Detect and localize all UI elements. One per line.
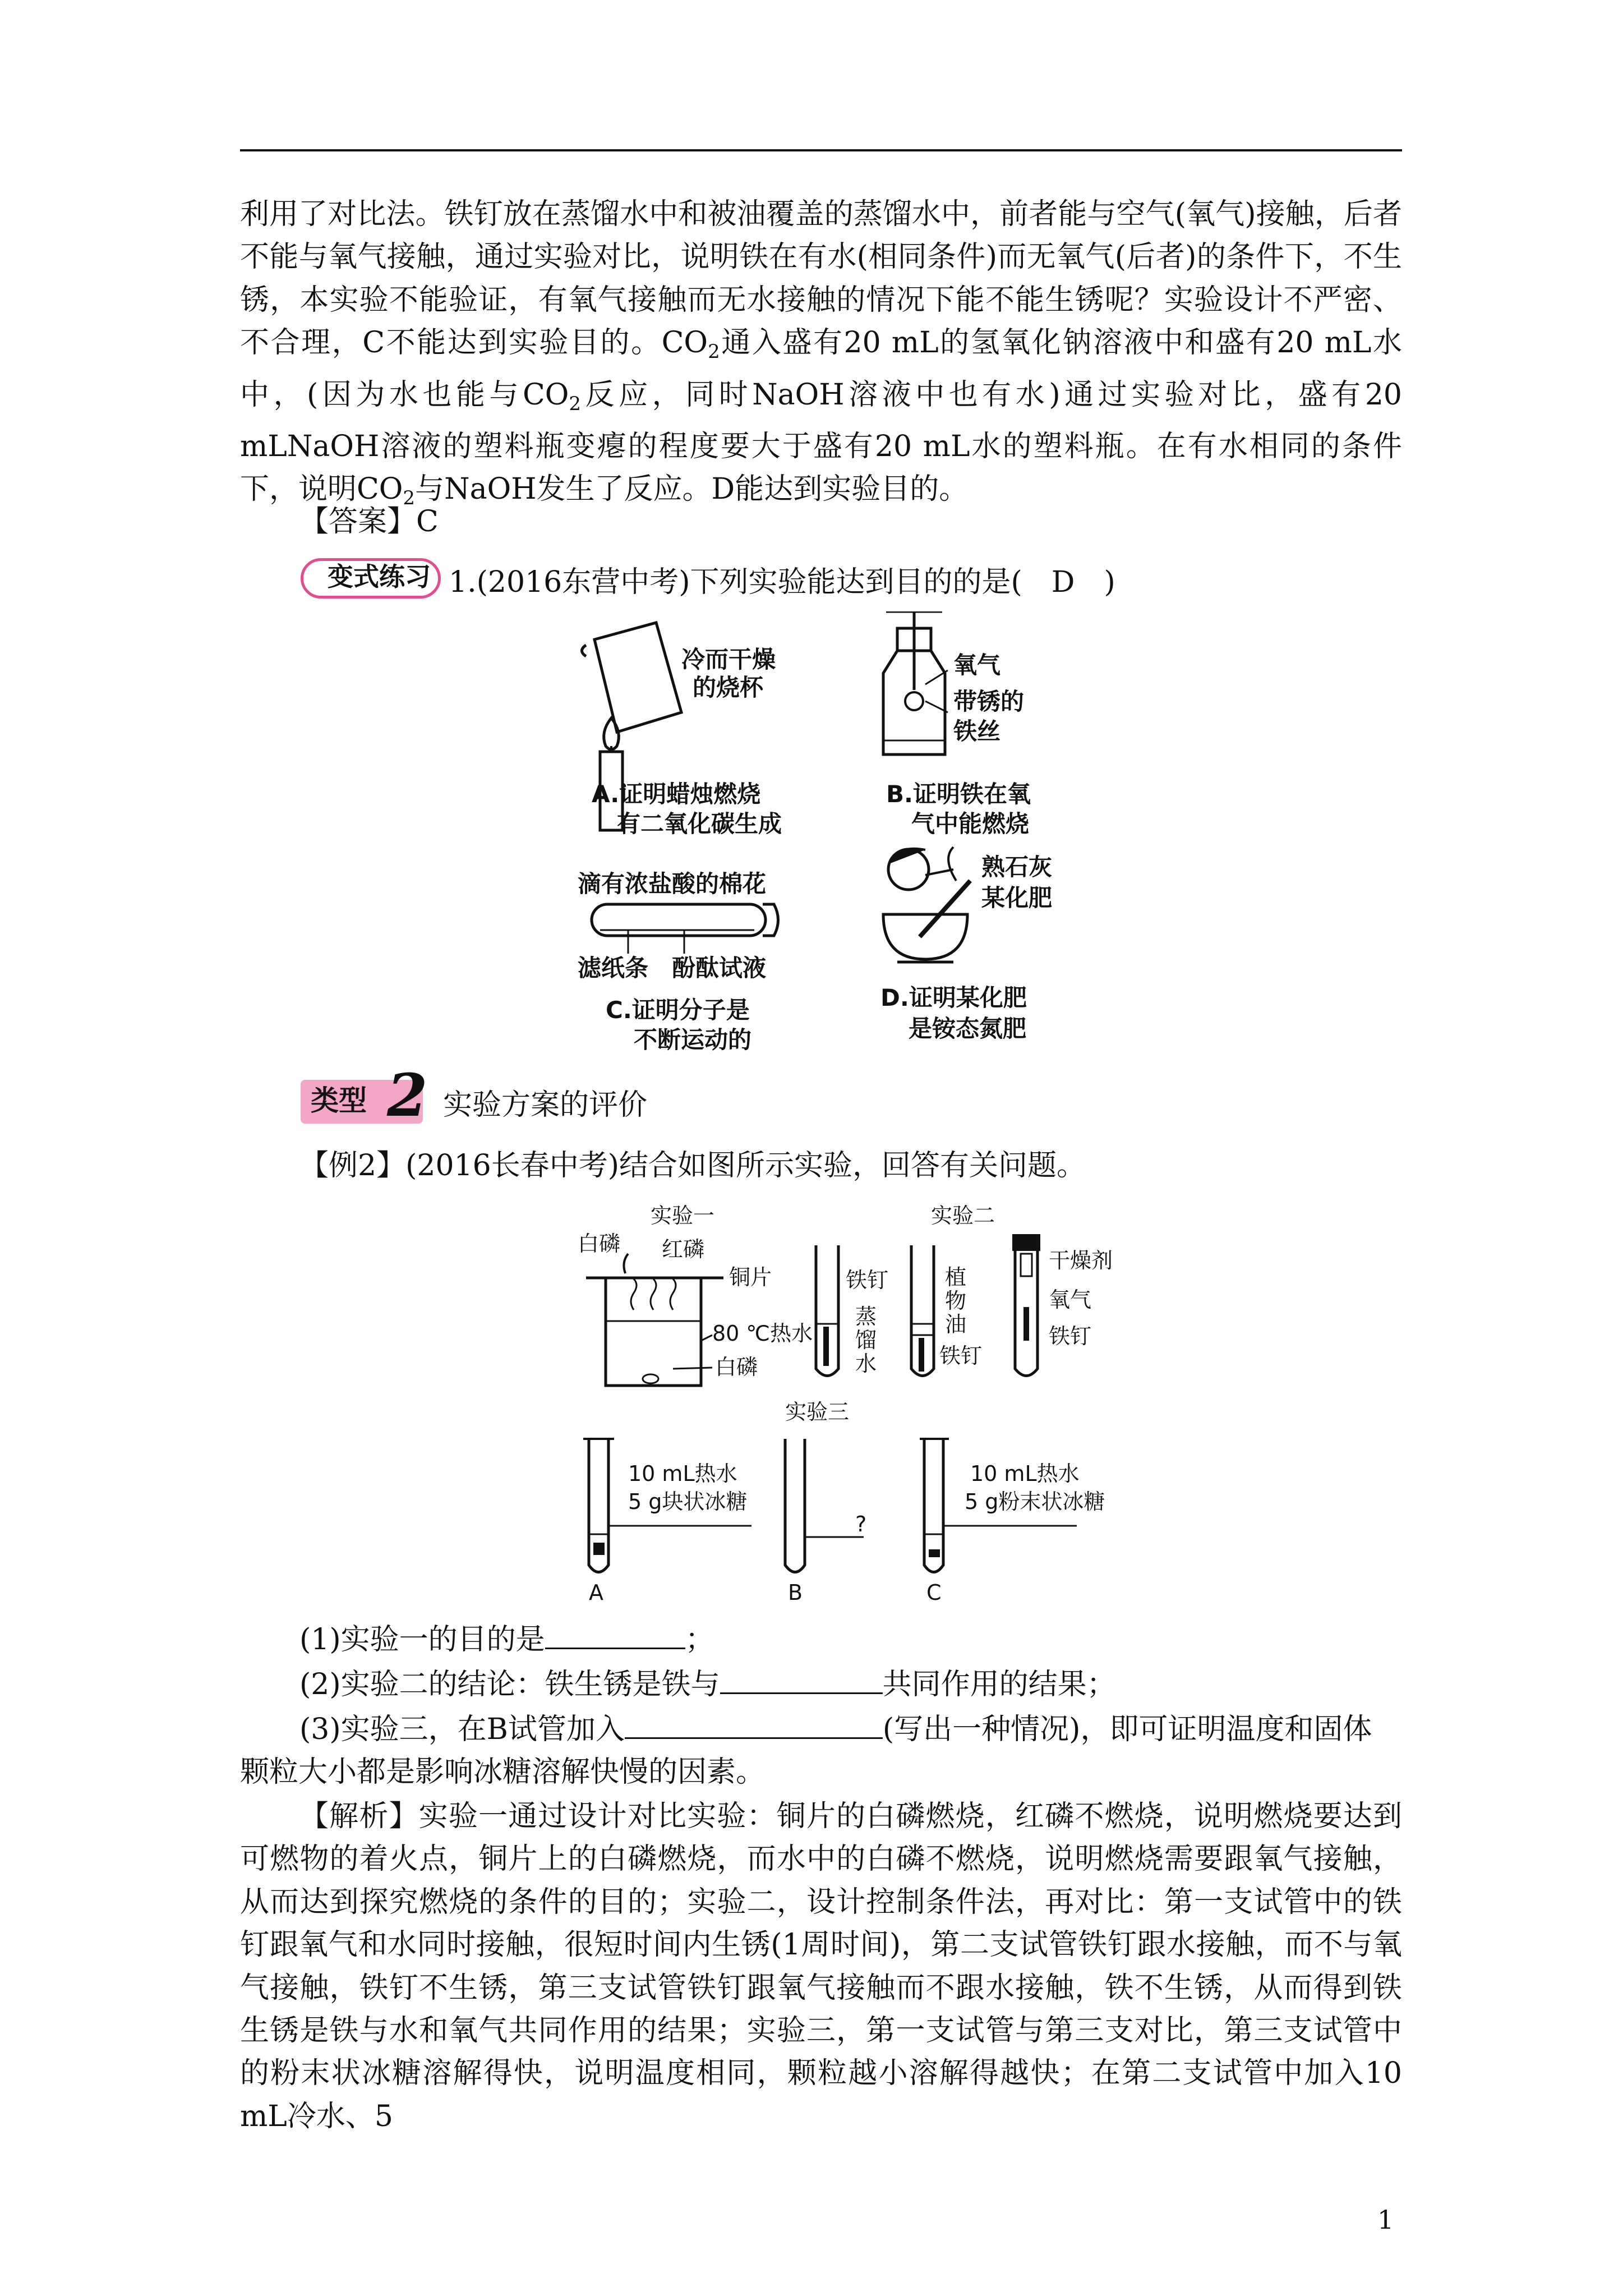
exp2-nail-2: 铁钉 [939,1343,983,1368]
header-rule [240,149,1402,151]
exercise-tag-label: 变式练习 [328,562,431,592]
exp2-oil-1: 植 [945,1265,967,1290]
question-3-end: (写出一种情况)，即可证明温度和固体 [882,1713,1372,1746]
fig-a-label-1: 冷而干燥 [681,646,776,673]
exp3-label-a: A [589,1580,603,1604]
question-1 [299,1618,714,1661]
exp3-c-line-1: 10 mL热水 [970,1461,1080,1486]
question-1-end: ； [685,1623,714,1657]
question-1-blank[interactable] [545,1619,685,1649]
exp2-distilled-3: 水 [855,1351,877,1376]
intro-text-a: 利用了对比法。铁钉放在蒸馏水中和被油覆盖的蒸馏水中，前者能与空气(氧气)接触，后者不能与氧气接触，通过实验对比，说明铁在有水(相同条件)而无氧气(后者)的条件下，不生锈，本实验不能验证，有氧气接触而无水接触的情况下能不能生锈呢？实验设计不严密、不合理，C不能达到实验目的。CO [240,197,1402,360]
exp2-tube-1 [816,1245,838,1376]
exp2-tube-2 [911,1245,934,1376]
section-type-label: 类型 [311,1084,367,1117]
exp2-distilled-1: 蒸 [855,1304,877,1329]
figure-d-mortar-person [883,847,970,962]
intro-text-d: 与NaOH发生了反应。D能达到实验目的。 [415,472,969,507]
exp2-nail-3: 铁钉 [1049,1324,1092,1349]
question-3-text: (3)实验三，在B试管加入 [299,1713,625,1746]
exercise-question: 1.(2016东营中考)下列实验能达到目的的是( D ) [449,565,1115,599]
fig-b-label-3: 铁丝 [953,717,1001,745]
exp3-a-line-2: 5 g块状冰糖 [628,1489,748,1514]
page-number: 1 [1377,2205,1394,2235]
fig-b-label-1: 氧气 [953,651,1001,679]
exp3-a-line-1: 10 mL热水 [628,1461,737,1486]
exp1-white-phosphorus-2: 白磷 [715,1355,758,1379]
co2-subscript-a: 2 [708,341,720,364]
figure-b-jar-wire [883,611,948,754]
exp1-red-phosphorus: 红磷 [662,1237,705,1262]
exp3-label-b: B [788,1580,803,1604]
fig-b-caption-1: B.证明铁在氧 [886,780,1031,808]
answer-line: 【答案】C [299,505,439,539]
fig-a-caption-1: A.证明蜡烛燃烧 [592,780,761,808]
question-2 [299,1663,1116,1706]
exp2-nail-1: 铁钉 [846,1268,889,1292]
exp1-copper-plate: 铜片 [729,1265,772,1290]
fig-d-caption-1: D.证明某化肥 [880,984,1027,1011]
fig-c-label-bottom: 滤纸条 酚酞试液 [578,954,767,982]
exp2-oil-3: 油 [945,1312,967,1337]
exp2-distilled-2: 馏 [855,1328,877,1352]
fig-c-caption-1: C.证明分子是 [606,996,750,1024]
exp3-title: 实验三 [785,1400,850,1424]
example-figures [572,1200,1161,1604]
figure-c-tube-filter [592,904,778,954]
exp1-hot-water: 80 ℃热水 [712,1321,813,1346]
fig-d-label-1: 熟石灰 [981,853,1053,881]
fig-d-label-2: 某化肥 [981,884,1053,912]
exp2-tube-3 [1012,1234,1040,1376]
fig-b-label-2: 带锈的 [953,688,1025,715]
intro-paragraph [240,193,1402,520]
section-title: 实验方案的评价 [443,1088,648,1122]
exp1-title: 实验一 [651,1203,715,1228]
fig-b-caption-2: 气中能燃烧 [911,810,1030,838]
fig-c-label-top: 滴有浓盐酸的棉花 [578,870,767,898]
question-2-end: 共同作用的结果； [882,1668,1116,1701]
exp3-tube-b [785,1439,867,1572]
analysis-paragraph: 【解析】实验一通过设计对比实验：铜片的白磷燃烧，红磷不燃烧，说明燃烧要达到可燃物的着火点，铜片上的白磷燃烧，而水中的白磷不燃烧，说明燃烧需要跟氧气接触，从而达到探究燃烧的条件的目的；实验二，设计控制条件法，再对比：第一支试管中的铁钉跟氧气和水同时接触，很短时间内生锈(1周时间)，第二支试管铁钉跟水接触，而不与氧气接触，铁钉不生锈，第三支试管铁钉跟氧气接触而不跟水接触，铁不生锈，从而得到铁生锈是铁与水和氧气共同作用的结果；实验三，第一支试管与第三支对比，第三支试管中的粉末状冰糖溶解得快，说明温度相同，颗粒越小溶解得越快；在第二支试管中加入10 mL冷水、5 [240,1800,1402,2133]
question-3-blank[interactable] [625,1709,883,1739]
exp2-oil-2: 物 [945,1289,967,1313]
exp3-b-question-mark: ? [855,1512,867,1536]
exp2-title: 实验二 [931,1203,995,1228]
section-type-number: 2 [387,1061,428,1130]
exp3-c-line-2: 5 g粉末状冰糖 [965,1489,1105,1514]
question-1-text: (1)实验一的目的是 [299,1623,545,1657]
fig-a-label-2: 的烧杯 [693,674,764,701]
exp1-white-phosphorus: 白磷 [578,1231,621,1256]
fig-d-caption-2: 是铵态氮肥 [909,1015,1027,1042]
fig-c-caption-2: 不断运动的 [634,1026,752,1053]
question-2-blank[interactable] [720,1664,883,1694]
exp1-beaker-apparatus [586,1254,723,1386]
intro-text-c: 反应，同时NaOH溶液中也有水)通过实验对比，盛有20 mLNaOH溶液的塑料瓶变瘪的程度要大于盛有20 mL水的塑料瓶。在有水相同的条件下，说明CO [240,378,1402,507]
question-2-text: (2)实验二的结论：铁生锈是铁与 [299,1668,720,1701]
co2-subscript-c: 2 [403,487,416,510]
co2-subscript-b: 2 [569,392,582,415]
exercise-figures [561,611,1150,1055]
example-2-stem: 【例2】(2016长春中考)结合如图所示实验，回答有关问题。 [299,1149,1086,1182]
exp2-oxygen: 氧气 [1049,1287,1092,1312]
fig-a-caption-2: 有二氧化碳生成 [617,810,782,838]
exp3-label-c: C [926,1580,942,1604]
exp2-desiccant: 干燥剂 [1049,1248,1113,1273]
question-3-continued: 颗粒大小都是影响冰糖溶解快慢的因素。 [240,1755,766,1789]
intro-text-b: 通入盛有20 mL的氢氧化钠溶液中和盛有20 mL水中，(因为水也能与CO [240,326,1402,412]
question-3 [299,1708,1372,1751]
